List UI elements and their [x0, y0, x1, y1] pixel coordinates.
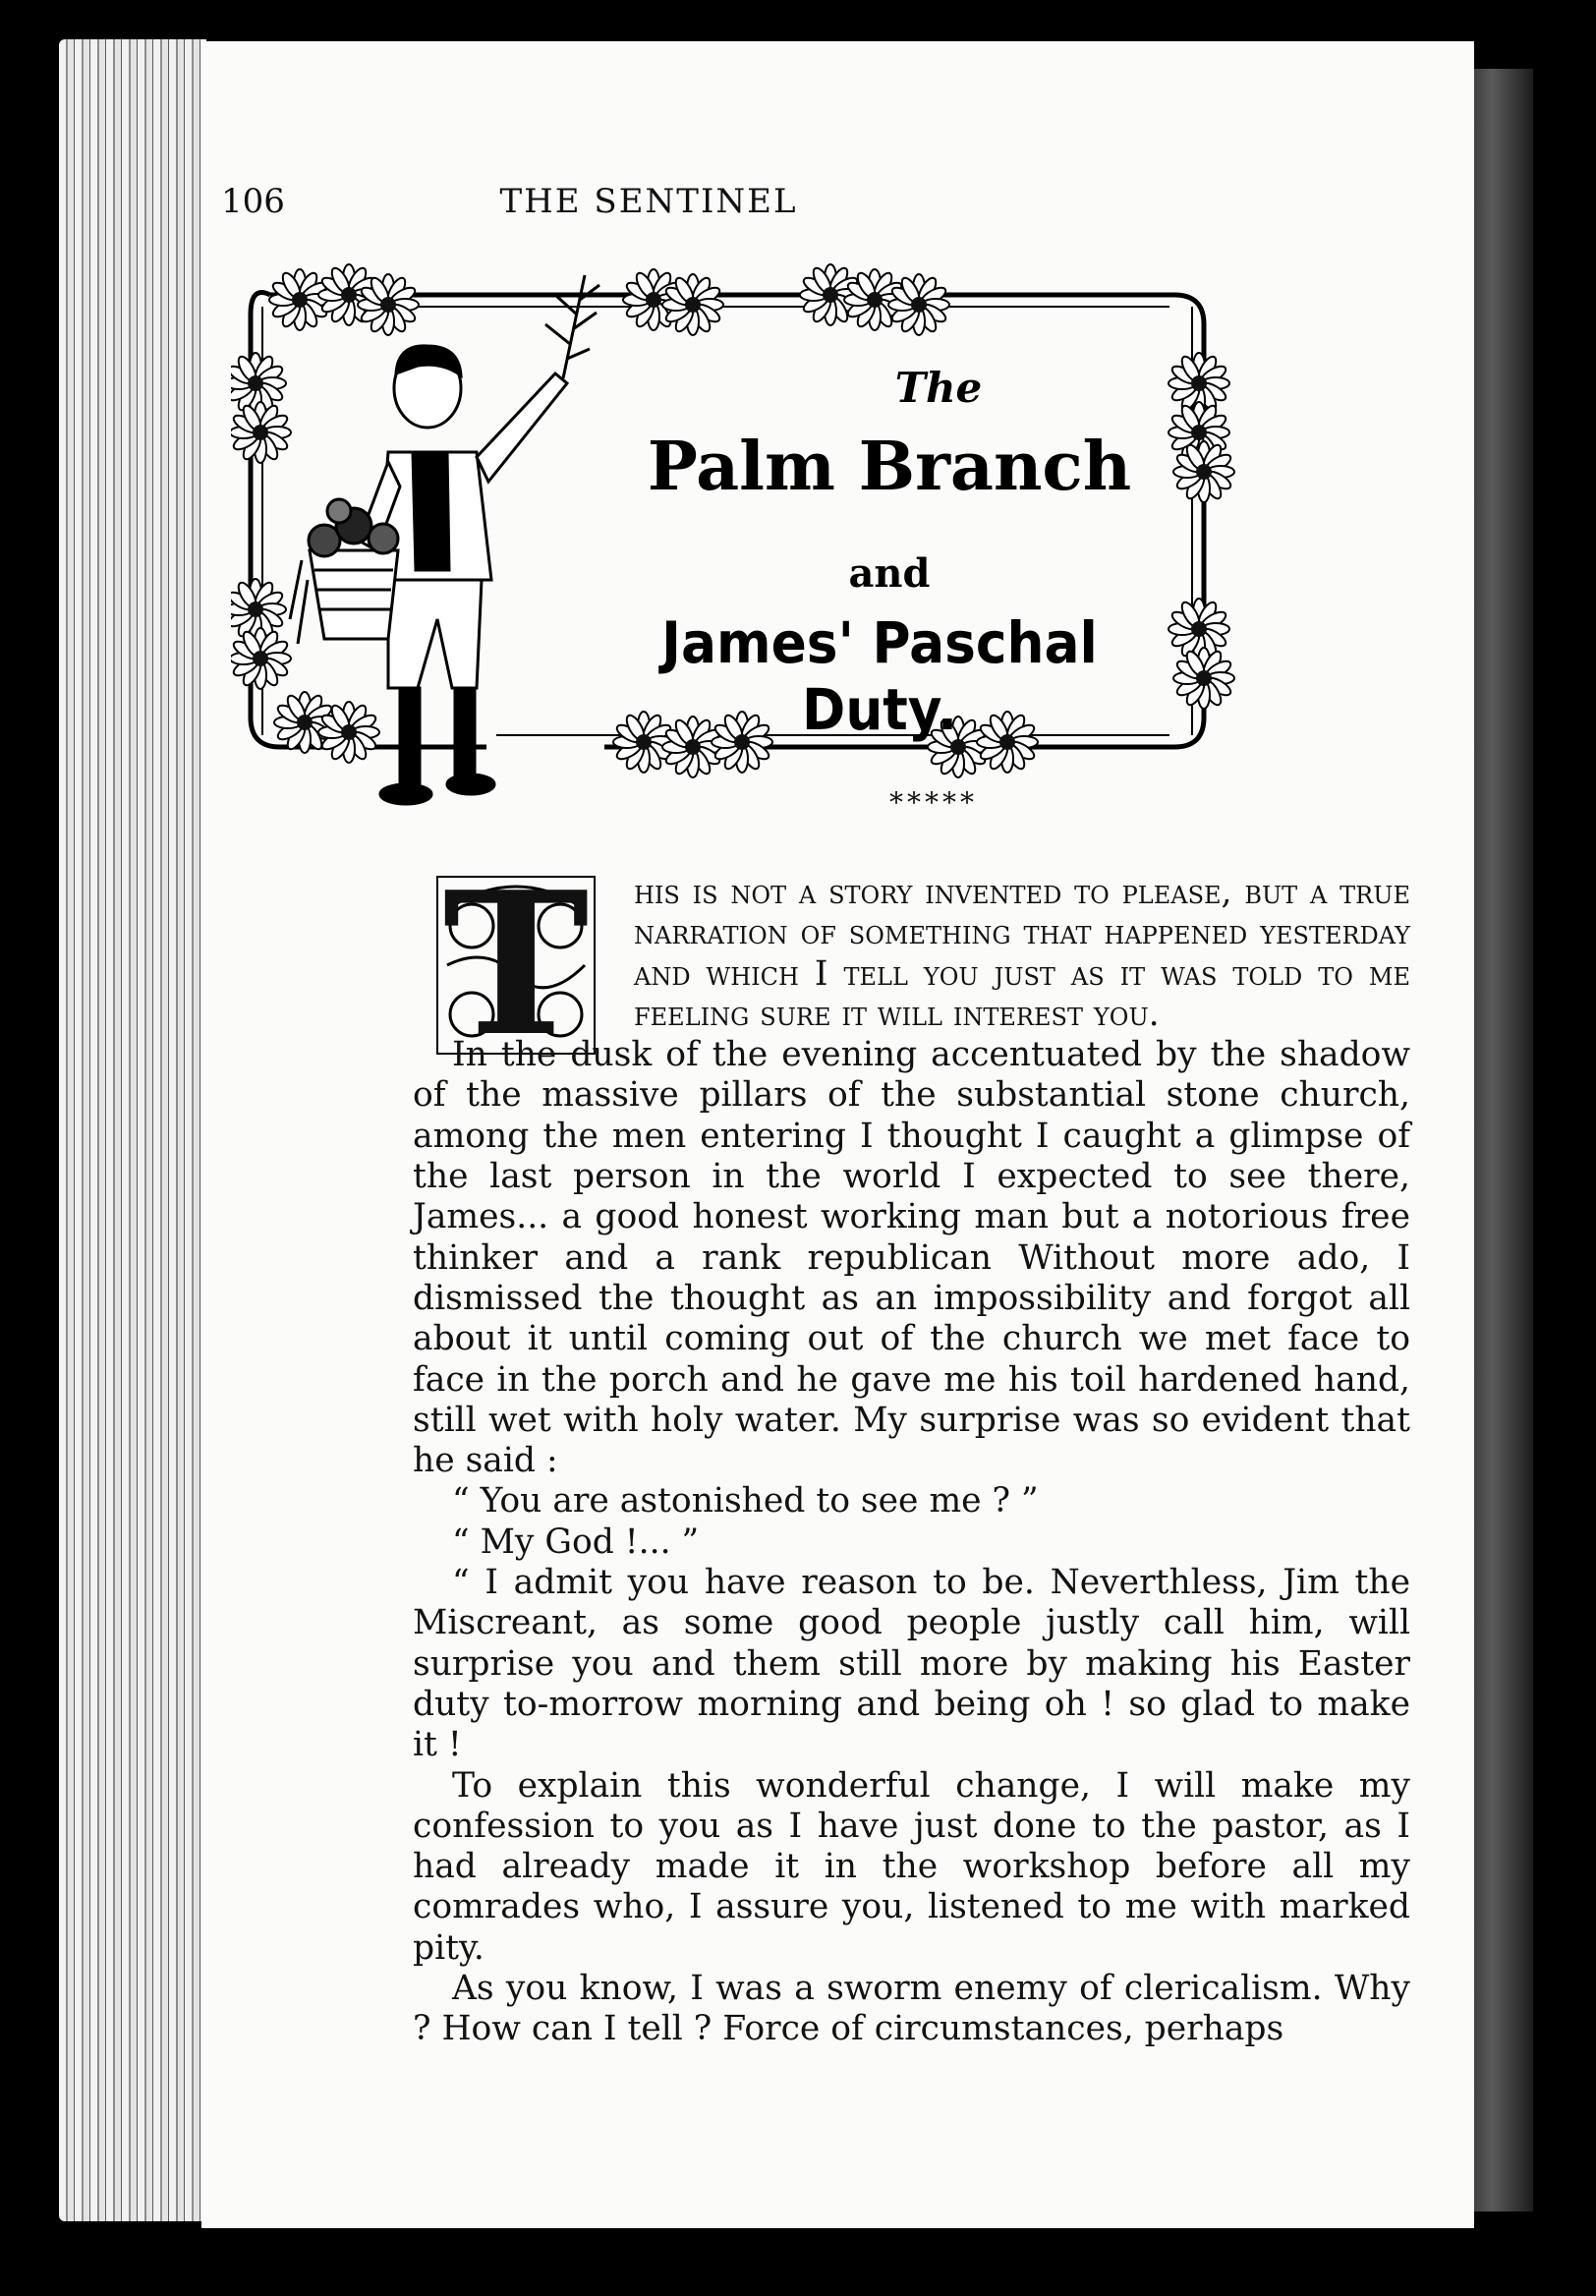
article-body	[413, 873, 1410, 2050]
title-james-paschal-duty: James' Paschal Duty.	[661, 609, 1098, 743]
drop-cap-letter: T	[442, 849, 590, 1080]
paragraph-1	[634, 873, 1410, 1035]
running-head	[221, 182, 1273, 241]
title-palm-branch: Palm Branch	[647, 428, 1132, 506]
paragraph-1-text: his is not a story invented to please, but a true narration of something that happened yesterday and which I tell you just as it was told to me feeling sure it will interest you.	[634, 873, 1410, 1034]
paragraph-7: As you know, I was a sworm enemy of clericalism. Why ? How can I tell ? Force of circumstances, perhaps	[413, 1969, 1410, 2049]
palm-branch	[545, 275, 599, 378]
facing-page-edge	[1464, 69, 1533, 2211]
paragraph-3: “ You are astonished to see me ? ”	[452, 1481, 1039, 1521]
article-header-illustration	[231, 256, 1243, 826]
paragraph-4: “ My God !... ”	[452, 1521, 700, 1562]
paragraph-2: In the dusk of the evening accentuated by the shadow of the massive pillars of the substantial stone church, among the men entering I thought I caught a glimpse of the last person in the world I expected to see there, James... a good honest working man but a notorious free thinker and a rank republican Without more ado, I dismissed the thought as an impossibility and forgot all about it until coming out of the church we met face to face in the porch and he gave me his toil hardened hand, still wet with holy water. My surprise was so evident that he said :	[413, 1035, 1410, 1481]
paragraph-5: “ I admit you have reason to be. Neverthless, Jim the Miscreant, as some good people justly call him, will surprise you and them still more by making his Easter duty to-morrow morning and being oh ! so glad to make it !	[413, 1563, 1410, 1765]
page-number: 106	[221, 182, 285, 221]
title-the: The	[894, 364, 983, 412]
section-separator: *****	[889, 786, 978, 819]
page-edge-stack	[59, 39, 206, 2221]
journal-title: THE SENTINEL	[499, 182, 798, 221]
title-and: and	[848, 550, 931, 597]
paragraph-6: To explain this wonderful change, I will make my confession to you as I have just done to the pastor, as I had already made it in the workshop before all my comrades who, I assure you, listened to me with marked pity.	[413, 1765, 1410, 1968]
